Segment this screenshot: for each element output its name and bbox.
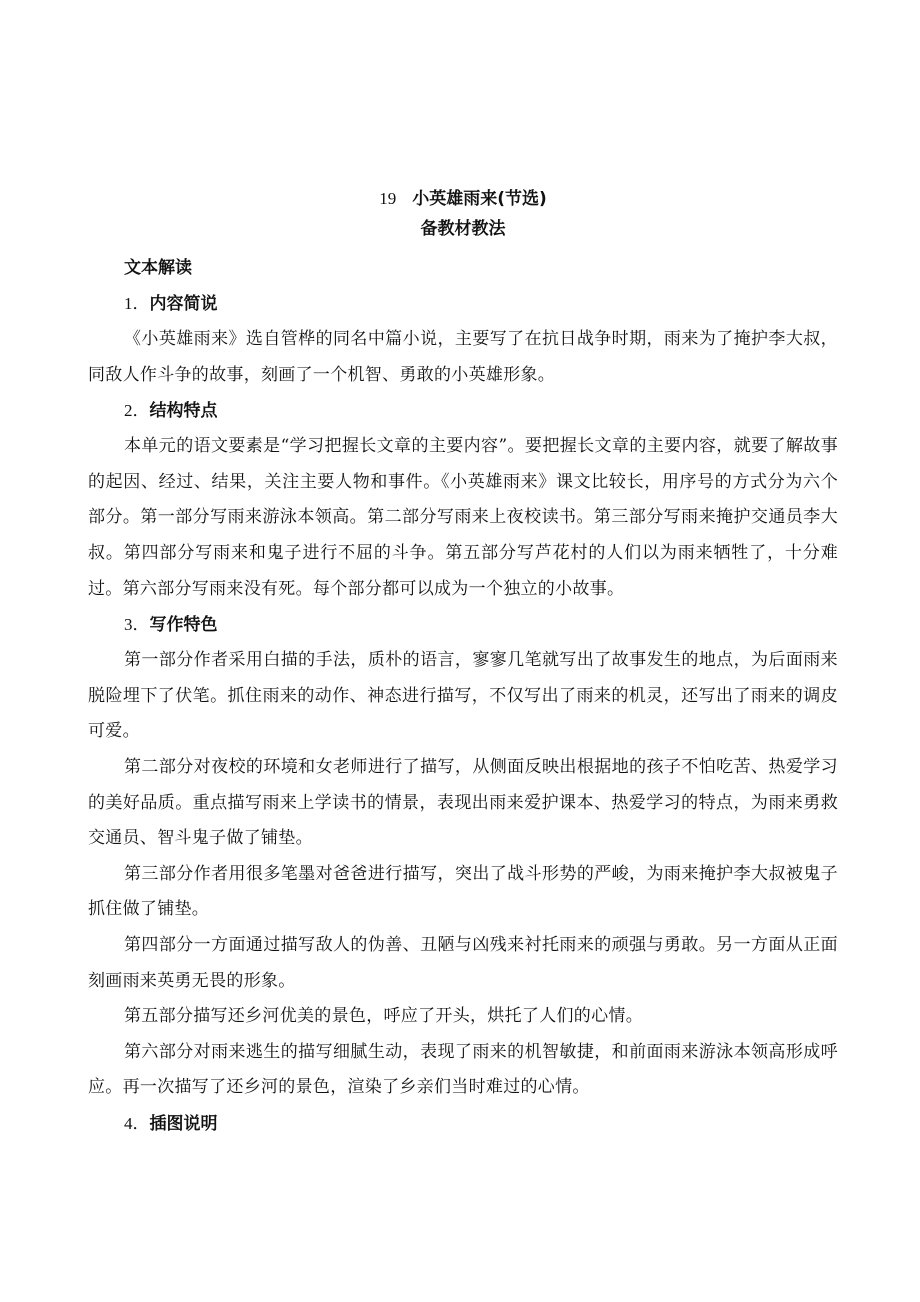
subsection-index: 4． <box>124 1113 150 1133</box>
paragraph: 第二部分对夜校的环境和女老师进行了描写，从侧面反映出根据地的孩子不怕吃苦、热爱学习的美好品质。重点描写雨来上学读书的情景，表现出雨来爱护课本、热爱学习的特点，为雨来勇救交通员、智斗鬼子做了铺垫。 <box>88 756 838 849</box>
subsection-index: 2． <box>124 401 150 421</box>
paragraph: 第五部分描写还乡河优美的景色，呼应了开头，烘托了人们的心情。 <box>124 1006 643 1027</box>
subsection-heading-2 <box>88 393 838 429</box>
subsection-heading-3 <box>88 607 838 643</box>
subsection-heading-4 <box>88 1106 838 1142</box>
subsection-index: 1． <box>124 294 150 313</box>
subsection-heading-1 <box>88 286 838 322</box>
paragraph: 《小英雄雨来》选自管桦的同名中篇小说，主要写了在抗日战争时期，雨来为了掩护李大叔，同敌人作斗争的故事，刻画了一个机智、勇敢的小英雄形象。 <box>88 329 838 385</box>
subsection-title: 写作特色 <box>149 615 218 636</box>
document-page <box>88 184 838 1142</box>
paragraph: 本单元的语文要素是“学习把握长文章的主要内容”。要把握长文章的主要内容，就要了解故事的起因、经过、结果，关注主要人物和事件。《小英雄雨来》课文比较长，用序号的方式分为六个部分。第一部分写雨来游泳本领高。第二部分写雨来上夜校读书。第三部分写雨来掩护交通员李大叔。第四部分写雨来和鬼子进行不屈的斗争。第五部分写芦花村的人们以为雨来牺牲了，十分难过。第六部分写雨来没有死。每个部分都可以成为一个独立的小故事。 <box>88 436 838 599</box>
subtitle: 备教材教法 <box>420 219 506 239</box>
subsection-index: 3． <box>124 615 150 635</box>
lesson-title <box>88 184 838 214</box>
lesson-title-text: 小英雄雨来(节选) <box>412 189 547 209</box>
paragraph: 第四部分一方面通过描写敌人的伪善、丑陋与凶残来衬托雨来的顽强与勇敢。另一方面从正面刻画雨来英勇无畏的形象。 <box>88 934 838 991</box>
subsection-title: 内容简说 <box>149 294 218 314</box>
section-heading: 文本解读 <box>124 258 192 278</box>
paragraph: 第三部分作者用很多笔墨对爸爸进行描写，突出了战斗形势的严峻，为雨来掩护李大叔被鬼子抓住做了铺垫。 <box>88 863 838 920</box>
lesson-number: 19 <box>379 189 397 208</box>
subsection-title: 插图说明 <box>149 1113 218 1134</box>
paragraph: 第一部分作者采用白描的手法，质朴的语言，寥寥几笔就写出了故事发生的地点，为后面雨来脱险埋下了伏笔。抓住雨来的动作、神态进行描写，不仅写出了雨来的机灵，还写出了雨来的调皮可爱。 <box>88 650 838 742</box>
subsection-title: 结构特点 <box>149 401 218 422</box>
paragraph: 第六部分对雨来逃生的描写细腻生动，表现了雨来的机智敏捷，和前面雨来游泳本领高形成呼应。再一次描写了还乡河的景色，渲染了乡亲们当时难过的心情。 <box>88 1041 838 1098</box>
